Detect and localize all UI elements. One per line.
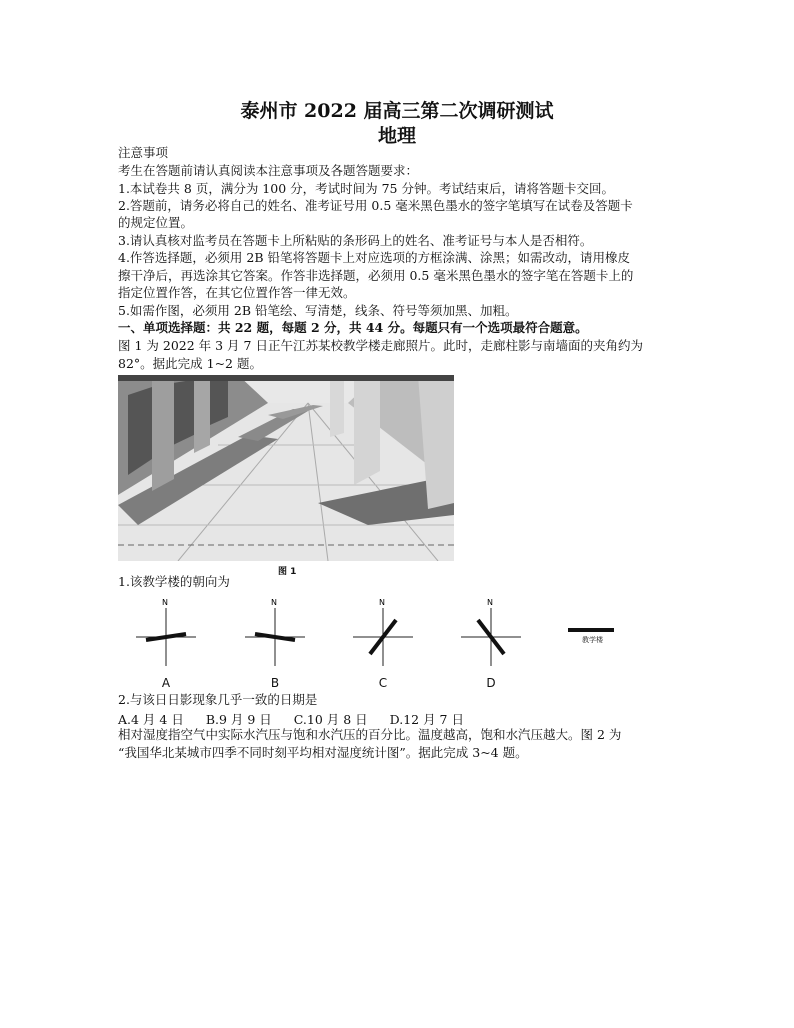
question-intro: 图 1 为 2022 年 3 月 7 日正午江苏某校教学楼走廊照片。此时，走廊柱影与南墙面的夹角约为 [118,338,643,353]
notice-line: 的规定位置。 [118,215,194,230]
figure-caption: 图 1 [278,567,297,577]
notice-line: 2.答题前，请务必将自己的姓名、准考证号用 0.5 毫米黑色墨水的签字笔填写在试卷及答题卡 [118,198,633,213]
question-intro: 82°。据此完成 1~2 题。 [118,356,262,371]
exam-subject: 地理 [377,125,416,147]
notice-line: 3.请认真核对监考员在答题卡上所粘贴的条形码上的姓名、准考证号与本人是否相符。 [118,233,593,248]
option-label-c: C [378,676,388,690]
north-label: N [487,598,493,607]
question-intro: 相对湿度指空气中实际水汽压与饱和水汽压的百分比。温度越高，饱和水汽压越大。图 2 为 [118,727,622,742]
north-label: N [271,598,277,607]
choice-c: C.10 月 8 日 [293,712,368,727]
north-label: N [162,598,168,607]
orientation-diagram-d [456,596,526,672]
section-heading: 一、单项选择题：共 22 题，每题 2 分，共 44 分。每题只有一个选项最符合题意。 [118,320,588,335]
exam-title: 泰州市 2022 届高三第二次调研测试 [240,100,554,122]
question-1: 1.该教学楼的朝向为 [118,574,230,589]
orientation-diagram-c [348,596,418,672]
option-label-d: D [486,676,496,690]
choice-d: D.12 月 7 日 [389,712,464,727]
notice-line: 考生在答题前请认真阅读本注意事项及各题答题要求： [118,163,419,178]
option-label-a: A [161,676,171,690]
notice-line: 4.作答选择题，必须用 2B 铅笔将答题卡上对应选项的方框涂满、涂黑；如需改动，请用橡皮 [118,250,631,265]
orientation-diagram-b [240,596,310,672]
notice-line: 5.如需作图，必须用 2B 铅笔绘、写清楚，线条、符号等须加黑、加粗。 [118,303,518,318]
notice-heading: 注意事项 [118,145,169,160]
notice-line: 1.本试卷共 8 页，满分为 100 分，考试时间为 75 分钟。考试结束后，请将答题卡交回。 [118,181,614,196]
choice-b: B.9 月 9 日 [205,712,272,727]
orientation-diagram-a [131,596,201,672]
building-legend-label: 教学楼 [582,636,603,644]
option-label-b: B [270,676,280,690]
question-2: 2.与该日日影现象几乎一致的日期是 [118,692,318,707]
choice-a: A.4 月 4 日 [118,712,184,727]
question-2-choices [118,710,482,728]
north-label: N [379,598,385,607]
corridor-photo [118,375,454,561]
notice-line: 擦干净后，再选涂其它答案。作答非选择题，必须用 0.5 毫米黑色墨水的签字笔在答题卡上的 [118,268,634,283]
notice-line: 指定位置作答，在其它位置作答一律无效。 [118,285,356,300]
question-intro: “我国华北某城市四季不同时刻平均相对湿度统计图”。据此完成 3~4 题。 [118,745,528,760]
